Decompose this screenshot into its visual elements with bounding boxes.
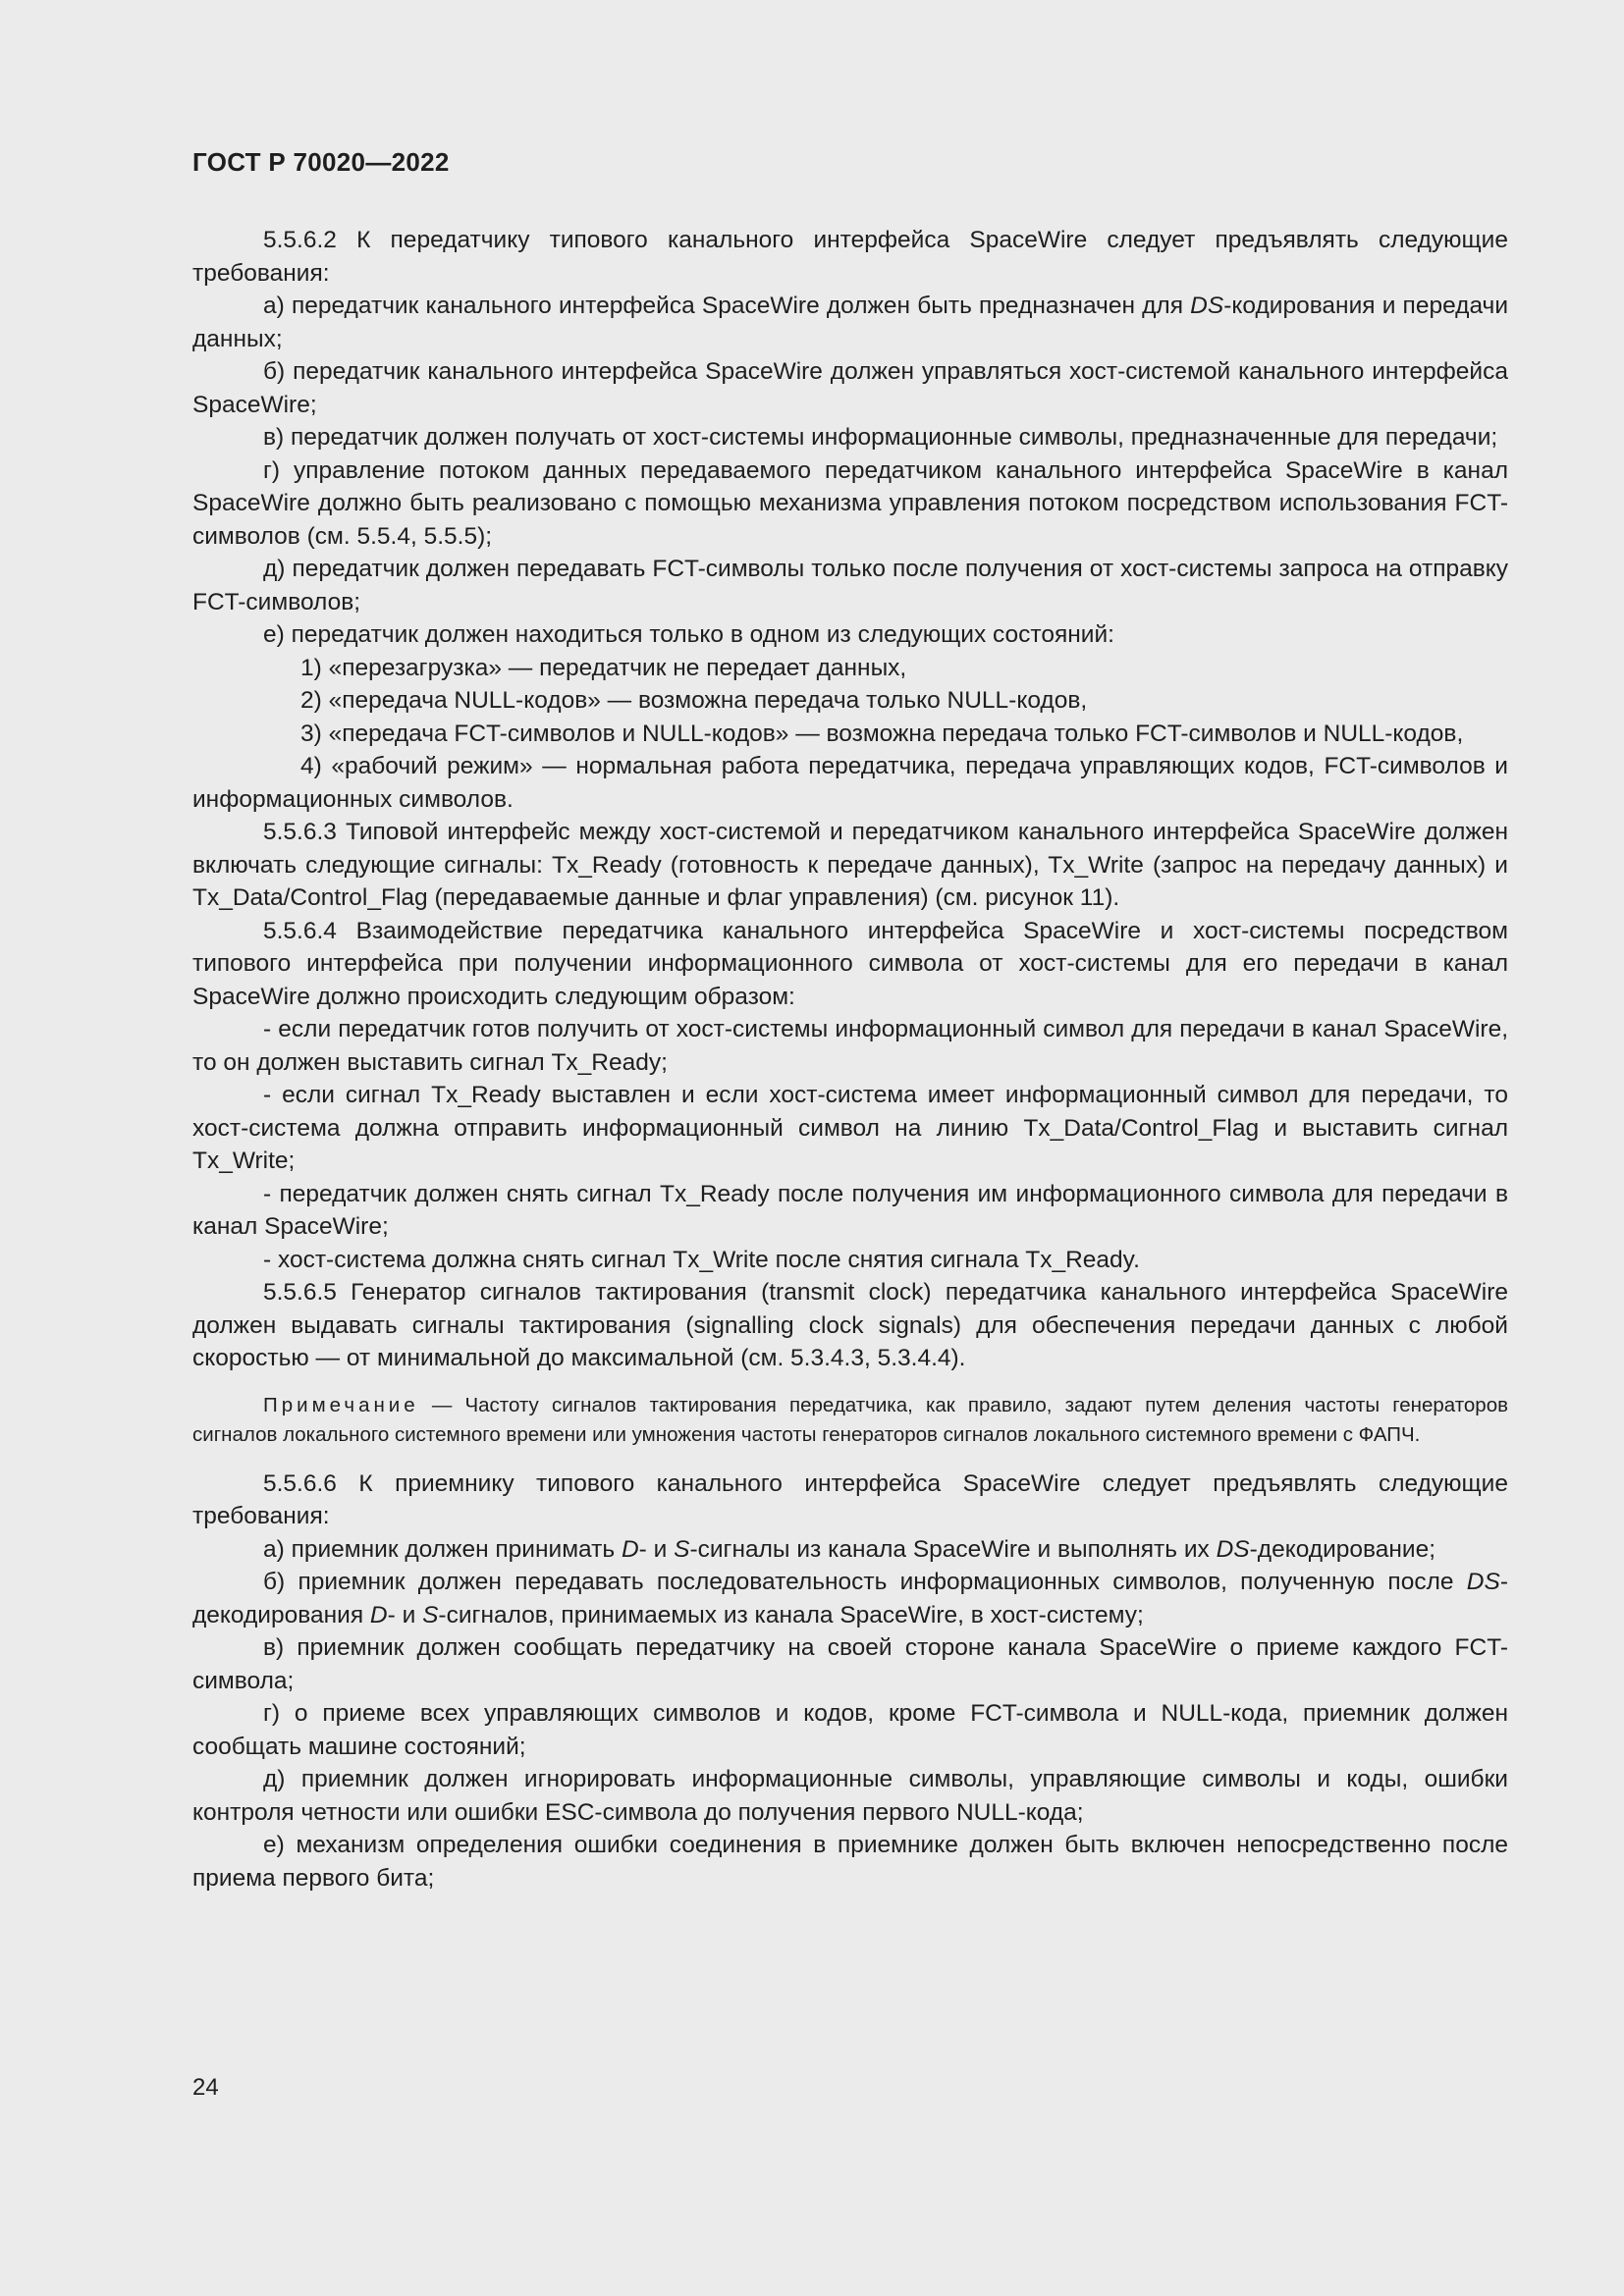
note <box>192 1391 1508 1450</box>
paragraph-5-5-6-2: 5.5.6.2 К передатчику типового канального интерфейса SpaceWire следует предъявлять следующие требования: <box>192 227 1508 287</box>
state-item-2: 2) «передача NULL-кодов» — возможна передача только NULL-кодов, <box>300 687 1088 714</box>
list-item-transmitter-b: б) передатчик канального интерфейса SpaceWire должен управляться хост-системой канального интерфейса SpaceWire; <box>192 358 1508 418</box>
dash-item-3: - передатчик должен снять сигнал Tx_Ready после получения им информационного символа для передачи в канал SpaceWire; <box>192 1180 1508 1240</box>
paragraph-5-5-6-6: 5.5.6.6 К приемнику типового канального интерфейса SpaceWire следует предъявлять следующие требования: <box>192 1469 1508 1529</box>
state-item-1: 1) «перезагрузка» — передатчик не передает данных, <box>300 654 907 681</box>
list-item-receiver-g: г) о приеме всех управляющих символов и кодов, кроме FCT-символа и NULL-кода, приемник должен сообщать машине состояний; <box>192 1700 1508 1760</box>
page-number: 24 <box>192 2074 219 2101</box>
list-item-receiver-v: в) приемник должен сообщать передатчику на своей стороне канала SpaceWire о приеме каждого FCT-символа; <box>192 1634 1508 1694</box>
list-item-transmitter-v: в) передатчик должен получать от хост-системы информационные символы, предназначенные для передачи; <box>263 424 1498 451</box>
dash-item-4: - хост-система должна снять сигнал Tx_Write после снятия сигнала Tx_Ready. <box>263 1246 1140 1273</box>
note-label: Примечание <box>263 1393 419 1416</box>
list-item-receiver-e: е) механизм определения ошибки соединения в приемнике должен быть включен непосредственно после приема первого бита; <box>192 1832 1508 1892</box>
document-code-header: ГОСТ Р 70020—2022 <box>192 147 450 177</box>
paragraph-5-5-6-3: 5.5.6.3 Типовой интерфейс между хост-системой и передатчиком канального интерфейса SpaceWire должен включать следующие сигналы: Tx_Ready (готовность к передаче данных), Tx_Write (запрос на передачу данных) и Tx_Data/Control_Flag (передаваемые данные и флаг управления) (см. рисунок 11). <box>192 819 1508 911</box>
list-item-transmitter-e: е) передатчик должен находиться только в одном из следующих состояний: <box>263 621 1114 648</box>
dash-item-2: - если сигнал Tx_Ready выставлен и если хост-система имеет информационный символ для передачи, то хост-система должна отправить информационный символ на линию Tx_Data/Control_Flag и выставить сигнал Tx_Write; <box>192 1082 1508 1174</box>
paragraph-5-5-6-5: 5.5.6.5 Генератор сигналов тактирования (transmit clock) передатчика канального интерфейса SpaceWire должен выдавать сигналы тактирования (signalling clock signals) для обеспечения передачи данных с любой скоростью — от минимальной до максимальной (см. 5.3.4.3, 5.3.4.4). <box>192 1279 1508 1371</box>
list-item-receiver-a: а) приемник должен принимать D- и S-сигналы из канала SpaceWire и выполнять их DS-декодирование; <box>263 1535 1436 1563</box>
list-item-receiver-d: д) приемник должен игнорировать информационные символы, управляющие символы и коды, ошибки контроля четности или ошибки ESC-символа до получения первого NULL-кода; <box>192 1766 1508 1826</box>
list-item-receiver-b: б) приемник должен передавать последовательность информационных символов, полученную после DS-декодирования D- и S-сигналов, принимаемых из канала SpaceWire, в хост-систему; <box>192 1569 1508 1629</box>
list-item-transmitter-g: г) управление потоком данных передаваемого передатчиком канального интерфейса SpaceWire в канал SpaceWire должно быть реализовано с помощью механизма управления потоком посредством использования FCT-символов (см. 5.5.4, 5.5.5); <box>192 456 1508 550</box>
note-text: — Частоту сигналов тактирования передатчика, как правило, задают путем деления частоты генераторов сигналов локального системного времени или умножения частоты генераторов сигналов локального системного времени с ФАПЧ. <box>192 1393 1508 1446</box>
document-body <box>192 224 1508 1895</box>
state-item-4: 4) «рабочий режим» — нормальная работа передатчика, передача управляющих кодов, FCT-символов и информационных символов. <box>192 753 1508 813</box>
list-item-transmitter-a: а) передатчик канального интерфейса SpaceWire должен быть предназначен для DS-кодирования и передачи данных; <box>192 293 1508 352</box>
list-item-transmitter-d: д) передатчик должен передавать FCT-символы только после получения от хост-системы запроса на отправку FCT-символов; <box>192 556 1508 615</box>
dash-item-1: - если передатчик готов получить от хост-системы информационный символ для передачи в канал SpaceWire, то он должен выставить сигнал Tx_Ready; <box>192 1016 1508 1076</box>
state-item-3: 3) «передача FCT-символов и NULL-кодов» — возможна передача только FCT-символов и NULL-кодов, <box>300 720 1464 747</box>
paragraph-5-5-6-4: 5.5.6.4 Взаимодействие передатчика канального интерфейса SpaceWire и хост-системы посредством типового интерфейса при получении информационного символа от хост-системы для его передачи в канал SpaceWire должно происходить следующим образом: <box>192 917 1508 1010</box>
